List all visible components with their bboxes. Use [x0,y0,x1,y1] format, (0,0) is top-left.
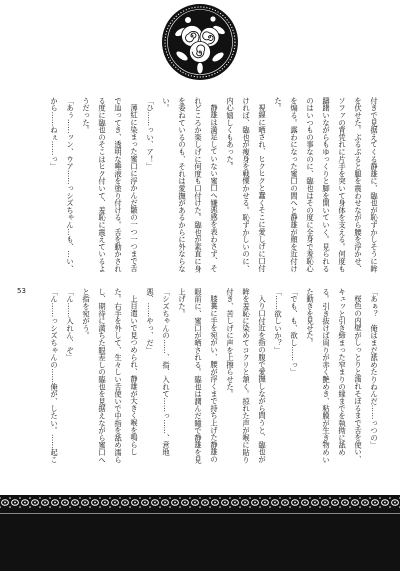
dialogue-line: 「あぅ……ッン、ウア……っシズちゃん…も、…い、から……ねぇ……っ」 [50,97,75,273]
paragraph: 静雄は満足していない蜜口へ嫌悪感を表わさず、それどころか楽しげに何度も口付けた。臨也が素直に身を委ねているのも、それは愛撫があるからに外ならない。 [162,97,219,273]
paragraph: 桜色の内壁がしっとりと濡れそぼるまで舌を使い、キュッと引き締まった窄まりの縁までを執拗に舐める。引き抜けば周りが赤く艶めき、粘膜が生き物めいた動きを見せた。 [306,288,363,464]
text-block-lower [44,288,382,464]
paragraph: 上目遣いで見つめられ、静雄が大きく喉を鳴らした。右手を外して、生々しい舌使いで中指を舐め濡らし、期待に満ちた眼差しの臨也を見据えながら蜜口へと指を宛がう。 [82,288,139,464]
paragraph: 入り口付近を指の腹で愛撫しながら問うと、臨也が眸を羞恥に染めてコクリと頷く。掠れた声が喉に貼り付き、苦しげに声を上擦らせた。 [226,288,267,464]
dialogue-line: 「でも、も、欲し……っ」 [290,288,299,376]
dialogue-line: 「……欲しいか？」 [274,288,283,354]
page-number: 53 [17,287,26,295]
dialogue-line: 「ん……入れん、ぞ」 [66,288,75,361]
rose-emblem-icon [160,2,240,82]
paragraph: 膝裏に手を宛がい、腰が浮くまで持ち上げた静雄の眼前に、蜜口が晒される。臨也は潤んだ瞳で静雄を見上げた。 [178,288,219,464]
dialogue-line: 「ん……っシズちゃんの……俺が、したい。……起こ [50,288,59,464]
dialogue-line: 「ひ……っい、ア！」 [146,97,155,170]
dialogue-line: 「シズちゃんの……、指、入れて……っ……、意地悪、……やっ、だ」 [146,288,171,456]
paragraph: 薄紅に染まった蜜口に浮かんだ皺の一つ一つまで舌で辿ってき、透明な唾液を塗り付ける。舌を動かされる度に臨也のそこはヒク付いて、羞恥に震えているようだった。 [82,97,139,273]
paragraph: 視線に晒され、ヒクヒクと蠢くそこに愛しげに口付ければ、臨也が痩身を戦慄かせる。恥ずかしいのに、内心嬉しくもあった。 [226,97,267,273]
dialogue-line: 「あぁ？ 俺はまだ舐めたりねんだ……っつの」 [370,288,379,449]
paragraph: 付きで見据えてくる静雄に、臨也が恥ずかしそうに眸を伏せた。ぶるぶると腿を震わせながら腰を浮かせ、ソファの背凭れに片手を突いて身体を支える。何度も躊躇いながらもゆっくりと脚を開いていく。見られるのはいつもの事なのに、臨也はその度に全身で羞恥心を煽る。露わになった蜜口の間へと静雄が顔を近付けた。 [274,97,379,273]
text-block-upper [44,97,382,273]
lace-border [0,495,400,571]
